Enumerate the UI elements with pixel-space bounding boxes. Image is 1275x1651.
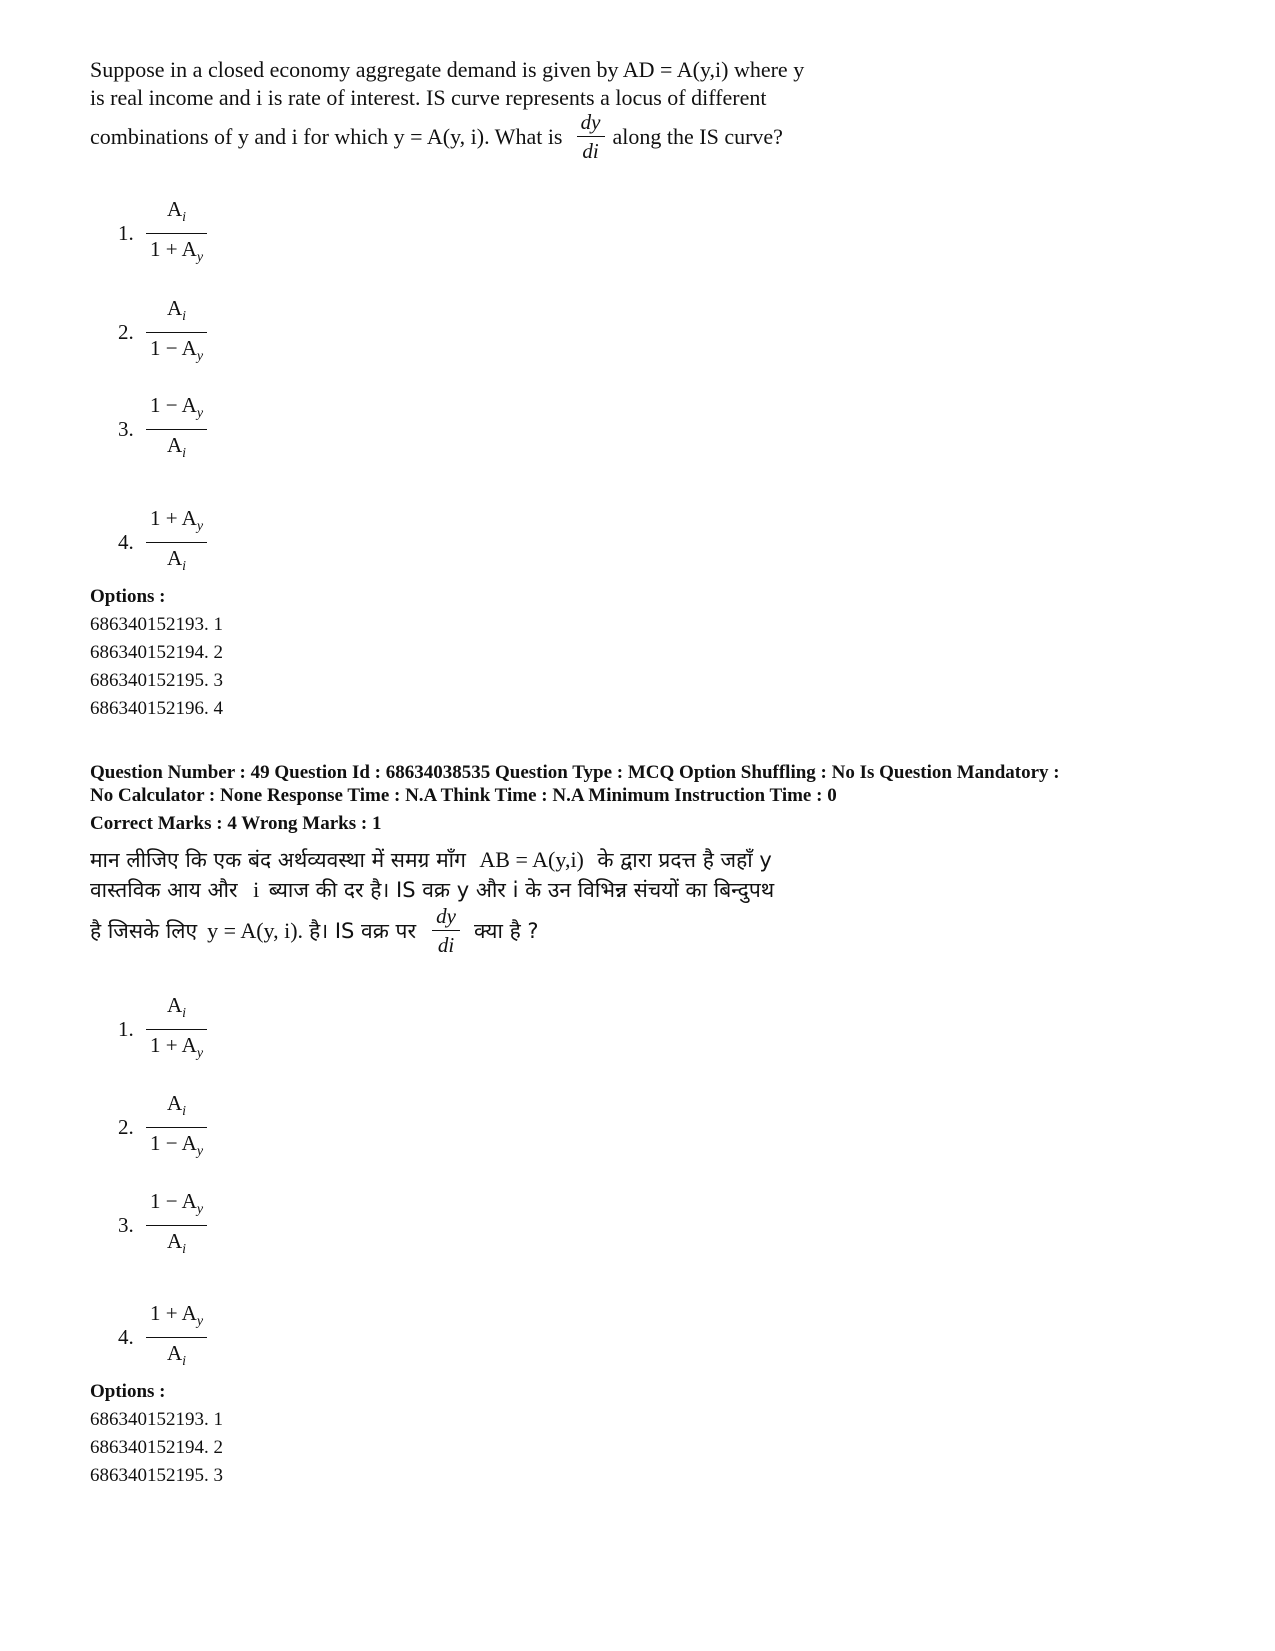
q2-option-1 <box>118 992 207 1067</box>
option-fraction <box>146 992 207 1067</box>
option-fraction <box>146 392 207 467</box>
option-fraction <box>146 505 207 580</box>
option-denominator: $1 - A_y$ <box>150 336 204 365</box>
q2-text-line-1b: AB = A(y,i) <box>479 847 584 872</box>
q2-options-label: Options : <box>90 1381 166 1402</box>
q1-text-line-2: is real income and i is rate of interest. IS curve represents a locus of different <box>90 85 767 110</box>
q2-text-line-1c: के द्वारा प्रदत्त है जहाँ y <box>597 848 772 872</box>
q2-dy-di-fraction <box>432 904 460 957</box>
option-fraction <box>146 196 207 271</box>
q2-text-line-3d: क्या है ? <box>474 918 539 943</box>
q1-dy-di-fraction <box>577 110 605 163</box>
option-number: 1. <box>118 221 134 246</box>
q1-text-line-3b: along the IS curve? <box>612 123 783 149</box>
option-denominator: $A_i$ <box>167 1341 187 1370</box>
q1-options-label: Options : <box>90 586 166 607</box>
q2-option-4 <box>118 1300 207 1375</box>
q1-option-4 <box>118 505 207 580</box>
option-numerator: $A_i$ <box>167 1091 187 1120</box>
option-numerator: $1 + A_y$ <box>150 506 204 535</box>
q2-text-line-3 <box>90 904 539 957</box>
option-number: 4. <box>118 1325 134 1350</box>
option-fraction <box>146 1188 207 1263</box>
option-numerator: $1 - A_y$ <box>150 393 204 422</box>
q2-frac-numerator: dy <box>436 904 456 928</box>
option-numerator: $1 + A_y$ <box>150 1301 204 1330</box>
q1-option-id-1: 686340152193. 1 <box>90 614 223 635</box>
q1-option-3 <box>118 392 207 467</box>
q1-text-line-3 <box>90 110 783 163</box>
q1-option-2 <box>118 295 207 370</box>
option-numerator: $1 - A_y$ <box>150 1189 204 1218</box>
option-denominator: $1 - A_y$ <box>150 1131 204 1160</box>
option-denominator: $A_i$ <box>167 1229 187 1258</box>
option-denominator: $1 + A_y$ <box>150 237 204 266</box>
option-number: 3. <box>118 1213 134 1238</box>
option-number: 3. <box>118 417 134 442</box>
q2-option-id-2: 686340152194. 2 <box>90 1437 223 1458</box>
q2-text-line-1a: मान लीजिए कि एक बंद अर्थव्यवस्था में समग्र माँग <box>90 848 466 872</box>
q2-option-3 <box>118 1188 207 1263</box>
q2-frac-denominator: di <box>437 933 455 957</box>
option-fraction <box>146 295 207 370</box>
q2-text-line-3a: है जिसके लिए <box>90 918 198 943</box>
q2-meta-line-1: Question Number : 49 Question Id : 68634038535 Question Type : MCQ Option Shuffling : No Is Question Mandatory : <box>90 762 1060 783</box>
q2-text-line-3c: है। IS वक्र पर <box>309 918 417 943</box>
option-fraction <box>146 1090 207 1165</box>
q2-text-line-2b: i <box>253 877 260 902</box>
option-number: 2. <box>118 320 134 345</box>
q1-frac-numerator: dy <box>580 110 601 134</box>
q1-option-id-3: 686340152195. 3 <box>90 670 223 691</box>
option-fraction <box>146 1300 207 1375</box>
q1-option-id-2: 686340152194. 2 <box>90 642 223 663</box>
q1-text-line-3a: combinations of y and i for which y = A(y, i). What is <box>90 123 563 149</box>
q2-text-line-3b: y = A(y, i). <box>207 917 304 943</box>
q2-option-id-1: 686340152193. 1 <box>90 1409 223 1430</box>
q1-option-id-4: 686340152196. 4 <box>90 698 223 719</box>
q2-option-id-3: 686340152195. 3 <box>90 1465 223 1486</box>
q2-meta-line-2: No Calculator : None Response Time : N.A Think Time : N.A Minimum Instruction Time : 0 <box>90 785 837 806</box>
q2-text-line-2 <box>90 876 774 904</box>
q2-text-line-2a: वास्तविक आय और <box>90 878 238 902</box>
option-number: 1. <box>118 1017 134 1042</box>
q1-frac-denominator: di <box>582 139 599 163</box>
option-numerator: $A_i$ <box>167 993 187 1022</box>
option-numerator: $A_i$ <box>167 197 187 226</box>
option-number: 4. <box>118 530 134 555</box>
q1-option-1 <box>118 196 207 271</box>
q2-text-line-2c: ब्याज की दर है। IS वक्र y और i के उन विभिन्न संचयों का बिन्दुपथ <box>268 878 775 902</box>
option-number: 2. <box>118 1115 134 1140</box>
q2-text-line-1 <box>90 846 772 874</box>
option-denominator: $1 + A_y$ <box>150 1033 204 1062</box>
q1-text-line-1: Suppose in a closed economy aggregate demand is given by AD = A(y,i) where y <box>90 57 805 82</box>
q2-option-2 <box>118 1090 207 1165</box>
q2-marks: Correct Marks : 4 Wrong Marks : 1 <box>90 813 382 834</box>
option-denominator: $A_i$ <box>167 433 187 462</box>
option-numerator: $A_i$ <box>167 296 187 325</box>
option-denominator: $A_i$ <box>167 546 187 575</box>
